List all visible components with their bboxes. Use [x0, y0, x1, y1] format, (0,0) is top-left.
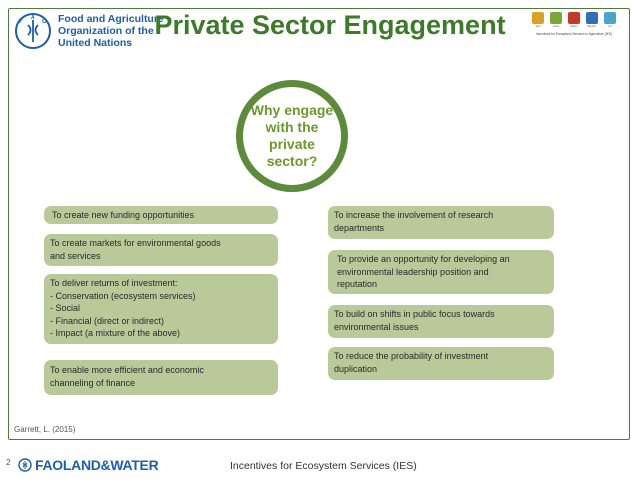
fao-emblem-icon — [18, 458, 32, 472]
page-title: Private Sector Engagement — [154, 10, 506, 40]
reason-box-right-4: To reduce the probability of investment duplication — [328, 347, 554, 380]
ies-logo — [524, 12, 624, 46]
land-icon — [550, 12, 562, 24]
footer — [0, 452, 638, 479]
reason-box-left-3: To deliver returns of investment: - Conservation (ecosystem services) - Social - Financial (direct or indirect) - Impact (a mixture of the above) — [44, 274, 278, 344]
fao-land-water-logo — [18, 457, 158, 473]
svg-text:O: O — [42, 19, 47, 25]
center-question-circle — [236, 80, 348, 192]
ies-label: Air — [608, 24, 612, 28]
ies-caption: Incentives for Ecosystem Services in Agriculture (IES) — [536, 32, 612, 36]
reason-box-right-3: To build on shifts in public focus towards environmental issues — [328, 305, 554, 338]
ies-label: Land — [552, 24, 560, 28]
biodiversity-icon — [586, 12, 598, 24]
ies-label: Water — [570, 24, 578, 28]
fao-emblem-icon — [14, 12, 52, 50]
ies-label: Soil — [535, 24, 541, 28]
footer-brand: FAOLAND&WATER — [35, 457, 159, 473]
reason-box-left-1: To create new funding opportunities — [44, 206, 278, 224]
citation: Garrett, L. (2015) — [14, 425, 76, 434]
reason-box-right-2: To provide an opportunity for developing an environmental leadership position and reputation — [328, 250, 554, 294]
page-number: 2 — [6, 458, 11, 467]
reason-box-right-1: To increase the involvement of research departments — [328, 206, 554, 239]
center-question: Why engage with the private sector? — [250, 102, 334, 169]
water-icon — [568, 12, 580, 24]
soil-icon — [532, 12, 544, 24]
ies-label: Biodiv. — [587, 24, 597, 28]
org-name: Food and Agriculture Organization of the United Nations — [58, 13, 164, 49]
reason-box-left-2: To create markets for environmental goods and services — [44, 234, 278, 266]
air-icon — [604, 12, 616, 24]
svg-text:A: A — [31, 15, 35, 21]
footer-title: Incentives for Ecosystem Services (IES) — [230, 460, 417, 472]
reason-box-left-4: To enable more efficient and economic channeling of finance — [44, 360, 278, 395]
svg-text:F: F — [19, 19, 23, 25]
